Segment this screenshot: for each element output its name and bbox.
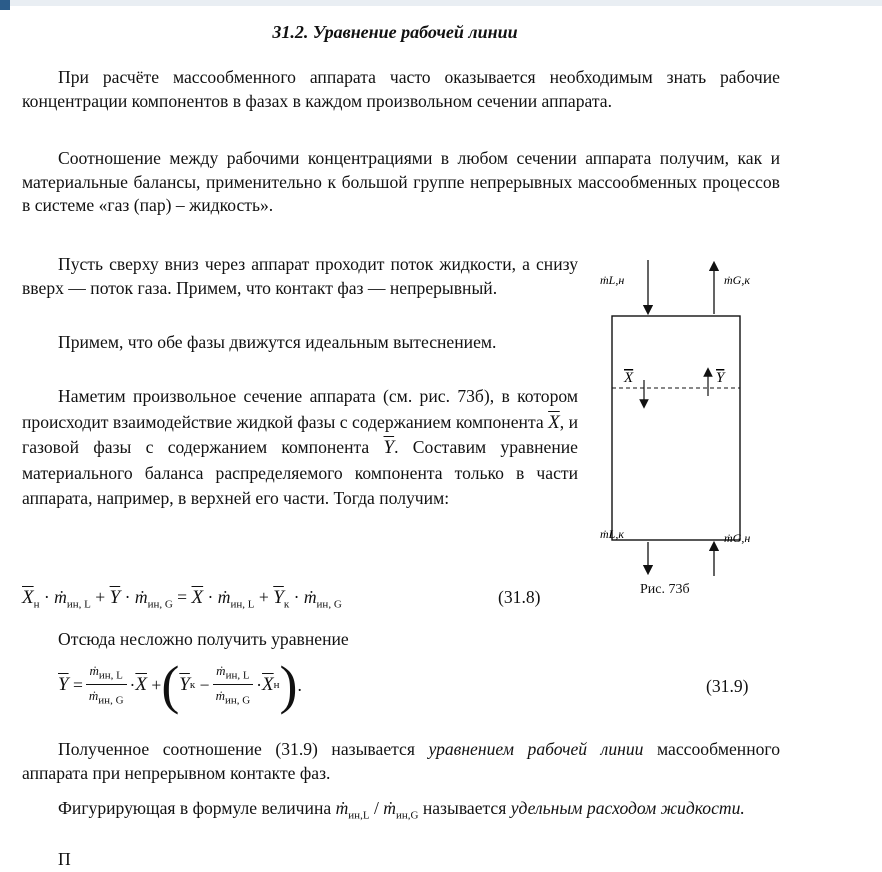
paragraph-4: Примем, что обе фазы движутся идеальным вытеснением. bbox=[58, 332, 497, 352]
eq-sub: ин, G bbox=[147, 598, 173, 611]
paragraph-1: При расчёте массообменного аппарата часто оказывается необходимым знать рабочие концентрации компонентов в фазах в каждом произвольном сечении аппарата. bbox=[22, 67, 780, 111]
top-border bbox=[0, 0, 882, 6]
paragraph-8: Фигурирующая в формуле величина ṁ$_{ин,L}$ / ṁ$_{ин,G}$ называется удельным расходом жидкости. bbox=[58, 798, 745, 822]
p5-part-c: . Составим уравнение материального баланса распределяемого компонента только в части аппарата, например, в верхней его части. Тогда получим: bbox=[22, 437, 578, 508]
eq-m: ṁ bbox=[303, 587, 317, 607]
eq-m: ṁ bbox=[134, 587, 148, 607]
eq-sub: ин, L bbox=[98, 670, 123, 682]
equation-31-9: $\overline{Y}$ = $\frac{ṁ_{ин, L}}{ṁ_{ин, G}}$ · $\overline{X}$ + ( $\overline{Y}$ к − $\frac{ṁ_{ин, L}}{ṁ_{ин, G}}$ · $\overline{X}$ н ) . bbox=[58, 655, 302, 715]
label-top-left: ṁL,н bbox=[600, 273, 625, 287]
paragraph-2: Соотношение между рабочими концентрациями в любом сечении аппарата получим, как и материальные балансы, применительно к большой группе непрерывных массообменных процессов в системе «газ (пар) – жидкость». bbox=[22, 148, 780, 215]
section-title: 31.2. Уравнение рабочей линии bbox=[272, 22, 518, 42]
paragraph-9-cut: П bbox=[58, 849, 71, 869]
eq-sub: к bbox=[189, 679, 196, 691]
eq-m: ṁ bbox=[88, 688, 99, 703]
eq-x: $\overline{X}$ bbox=[135, 674, 147, 695]
paragraph-5 bbox=[22, 384, 578, 512]
label-bottom-left: ṁL,к bbox=[600, 527, 624, 541]
p7-italic-term: уравнением рабочей линии bbox=[428, 739, 644, 759]
eq-sub: ин, G bbox=[98, 694, 124, 707]
paragraph-3: Пусть сверху вниз через аппарат проходит поток жидкости, а снизу вверх — поток газа. Примем, что контакт фаз — непрерывный. bbox=[22, 254, 578, 298]
eq-m: ṁ bbox=[335, 798, 349, 818]
p8-italic-term: удельным расходом жидкости. bbox=[510, 798, 745, 818]
equation-number-31-8: (31.8) bbox=[498, 587, 541, 607]
eq-x: $\overline{X}$ bbox=[22, 587, 34, 608]
eq-m: ṁ bbox=[216, 663, 226, 679]
eq-m: ṁ bbox=[215, 688, 225, 703]
eq-y: $\overline{Y}$ bbox=[58, 674, 69, 695]
p8-part-a: Фигурирующая в формуле величина bbox=[58, 798, 332, 818]
eq-y: $\overline{Y}$ bbox=[109, 587, 121, 608]
eq-sub: ин,G bbox=[395, 809, 419, 822]
eq-sub: ин, L bbox=[66, 598, 91, 611]
paragraph-7 bbox=[22, 738, 780, 785]
eq-x: $\overline{X}$ bbox=[191, 587, 204, 608]
eq-m: ṁ bbox=[89, 663, 99, 679]
paragraph-6: Отсюда несложно получить уравнение bbox=[58, 629, 349, 649]
p7-part-c: массообменного аппарата при непрерывном контакте фаз. bbox=[22, 739, 781, 783]
eq-sub: ин, L bbox=[225, 670, 250, 682]
eq-sub: ин,L bbox=[348, 809, 370, 822]
label-top-right: ṁG,к bbox=[724, 273, 750, 287]
eq-y: $\overline{Y}$ bbox=[179, 674, 190, 695]
eq-m: ṁ bbox=[217, 587, 231, 607]
fraction bbox=[213, 663, 254, 706]
eq-sub: ин, G bbox=[224, 694, 251, 707]
p5-part-a: Наметим произвольное сечение аппарата (см. рис. 73б), в котором происходит взаимодействие жидкой фазы с содержанием компонента bbox=[22, 386, 578, 432]
eq-sub: к bbox=[283, 598, 290, 611]
eq-sub: н bbox=[273, 679, 280, 691]
fraction bbox=[86, 663, 127, 706]
apparatus-figure bbox=[596, 258, 796, 578]
label-y: Y bbox=[716, 370, 725, 386]
eq-sub: н bbox=[33, 598, 40, 611]
top-corner-mark bbox=[0, 0, 10, 10]
eq-sub: ин, G bbox=[316, 598, 342, 611]
label-bottom-right: ṁG,н bbox=[724, 531, 751, 545]
y-bar-inline: $\overline{Y}$ bbox=[383, 437, 395, 458]
eq-sub: ин, L bbox=[230, 598, 255, 611]
p8-part-b: называется bbox=[422, 798, 507, 818]
x-bar-inline: $\overline{X}$ bbox=[548, 411, 560, 433]
eq-x: $\overline{X}$ bbox=[262, 674, 274, 695]
apparatus-body bbox=[612, 316, 740, 540]
label-x: X bbox=[624, 370, 634, 386]
p5-part-b: , и газовой фазы с содержанием компонента bbox=[22, 411, 578, 457]
figure-caption: Рис. 73б bbox=[640, 582, 690, 597]
p7-part-a: Полученное соотношение (31.9) называется bbox=[58, 739, 415, 759]
eq-y: $\overline{Y}$ bbox=[273, 587, 284, 608]
equation-31-8: $\overline{X}_н$ · ṁ$_{ин, L}$ + $\overline{Y}$ · ṁ$_{ин, G}$ = $\overline{X}$ · ṁ$_{ин, L}$ + $\overline{Y}_к$ · ṁ$_{ин, G}$ bbox=[22, 587, 342, 611]
equation-number-31-9: (31.9) bbox=[706, 676, 749, 696]
eq-m: ṁ bbox=[54, 587, 67, 607]
eq-m: ṁ bbox=[383, 798, 396, 818]
